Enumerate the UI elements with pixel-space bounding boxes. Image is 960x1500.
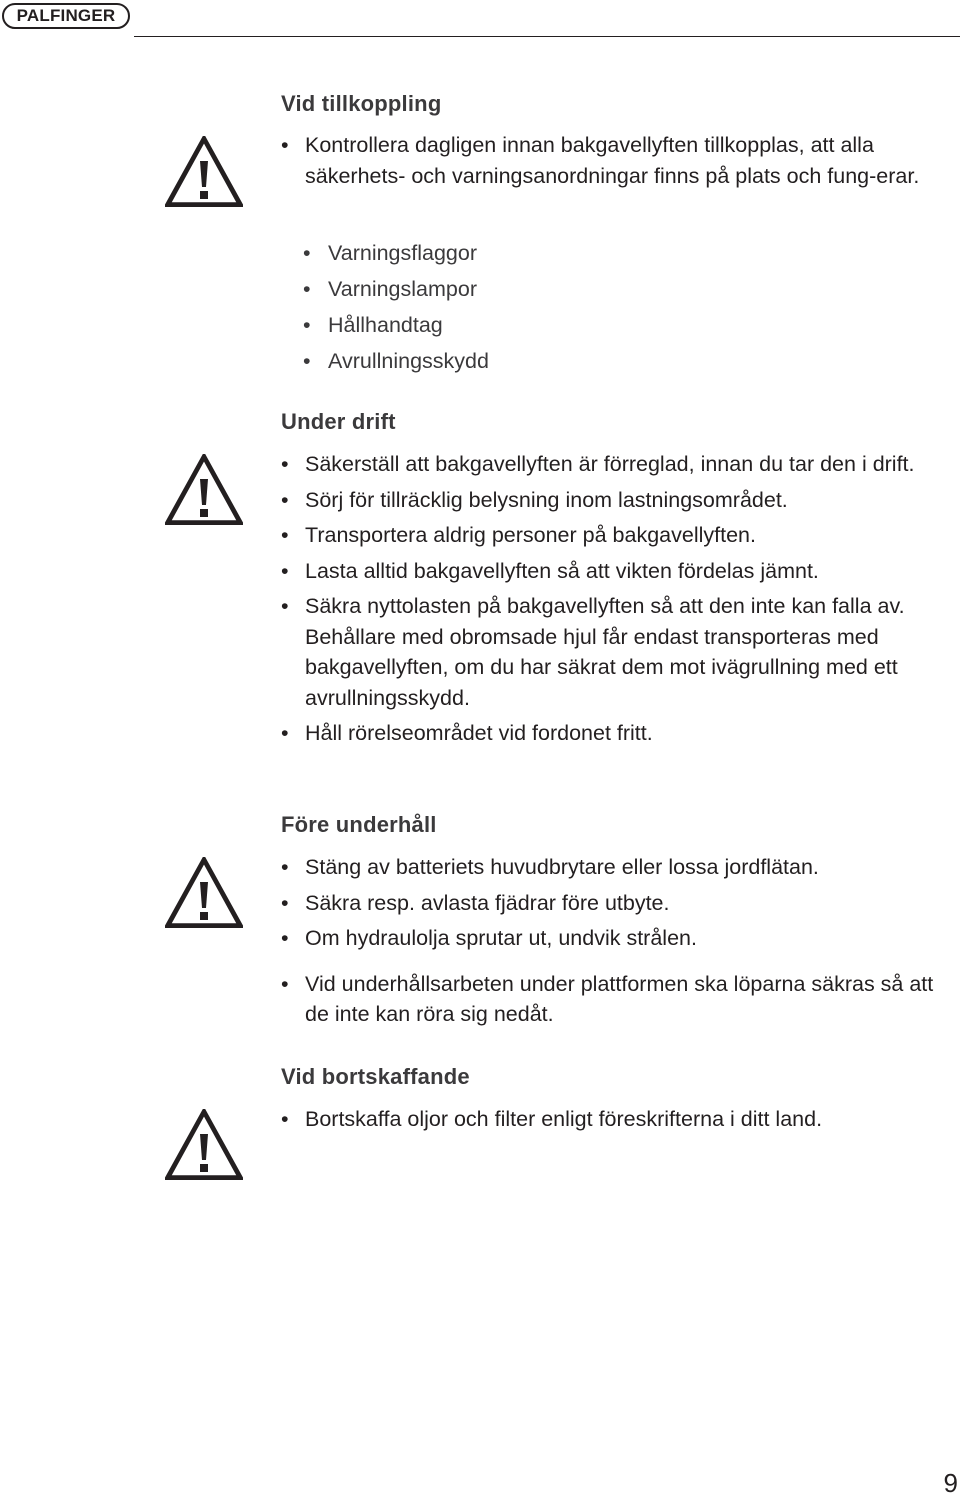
header-divider [134,36,960,37]
list-item: • Håll rörelseområdet vid fordonet fritt. [281,718,956,749]
section-heading-vid-tillkoppling: Vid tillkoppling [281,91,442,116]
palfinger-logo [2,3,130,29]
warning-triangle-icon [165,136,243,207]
warning-triangle-icon [165,1109,243,1180]
list-item: • Säkerställ att bakgavellyften är förreglad, innan du tar den i drift. [281,449,956,480]
list-item: • Om hydraulolja sprutar ut, undvik strålen. [281,923,956,954]
list-item: • Säkra nyttolasten på bakgavellyften så att den inte kan falla av. Behållare med obromsade hjul får endast transporteras med bakgavellyften, om du har säkrat dem mot ivägrullning med ett avrullningsskydd. [281,591,956,713]
section-heading-vid-bortskaffande: Vid bortskaffande [281,1064,470,1089]
list-item: • Lasta alltid bakgavellyften så att vikten fördelas jämnt. [281,556,956,587]
list-item: • Transportera aldrig personer på bakgavellyften. [281,520,956,551]
list-item: • Stäng av batteriets huvudbrytare eller lossa jordflätan. [281,852,956,883]
sub-list-item: • Varningslampor [303,274,489,310]
sub-list-item: • Hållhandtag [303,310,489,346]
section-heading-under-drift: Under drift [281,409,396,434]
warning-triangle-icon [165,454,243,525]
list-under-drift [281,449,956,749]
page-number: 9 [943,1468,958,1498]
list-item: • Vid underhållsarbeten under plattformen ska löparna säkras så att de inte kan röra sig nedåt. [281,969,956,1030]
list-vid-bortskaffande [281,1104,956,1135]
list-item: • Bortskaffa oljor och filter enligt föreskrifterna i ditt land. [281,1104,956,1135]
warning-triangle-icon [165,857,243,928]
sublist-safety-devices [303,238,489,382]
list-item: • Säkra resp. avlasta fjädrar före utbyte. [281,888,956,919]
logo-text: PALFINGER [16,6,116,25]
list-item: • Sörj för tillräcklig belysning inom lastningsområdet. [281,485,956,516]
sub-list-item: • Avrullningsskydd [303,346,489,382]
section-heading-fore-underhall: Före underhåll [281,812,437,837]
list-vid-tillkoppling [281,130,956,191]
sub-list-item: • Varningsflaggor [303,238,489,274]
list-item: • Kontrollera dagligen innan bakgavellyften tillkopplas, att alla säkerhets- och varningsanordningar finns på plats och fung-erar. [281,130,956,191]
list-fore-underhall [281,852,956,1030]
